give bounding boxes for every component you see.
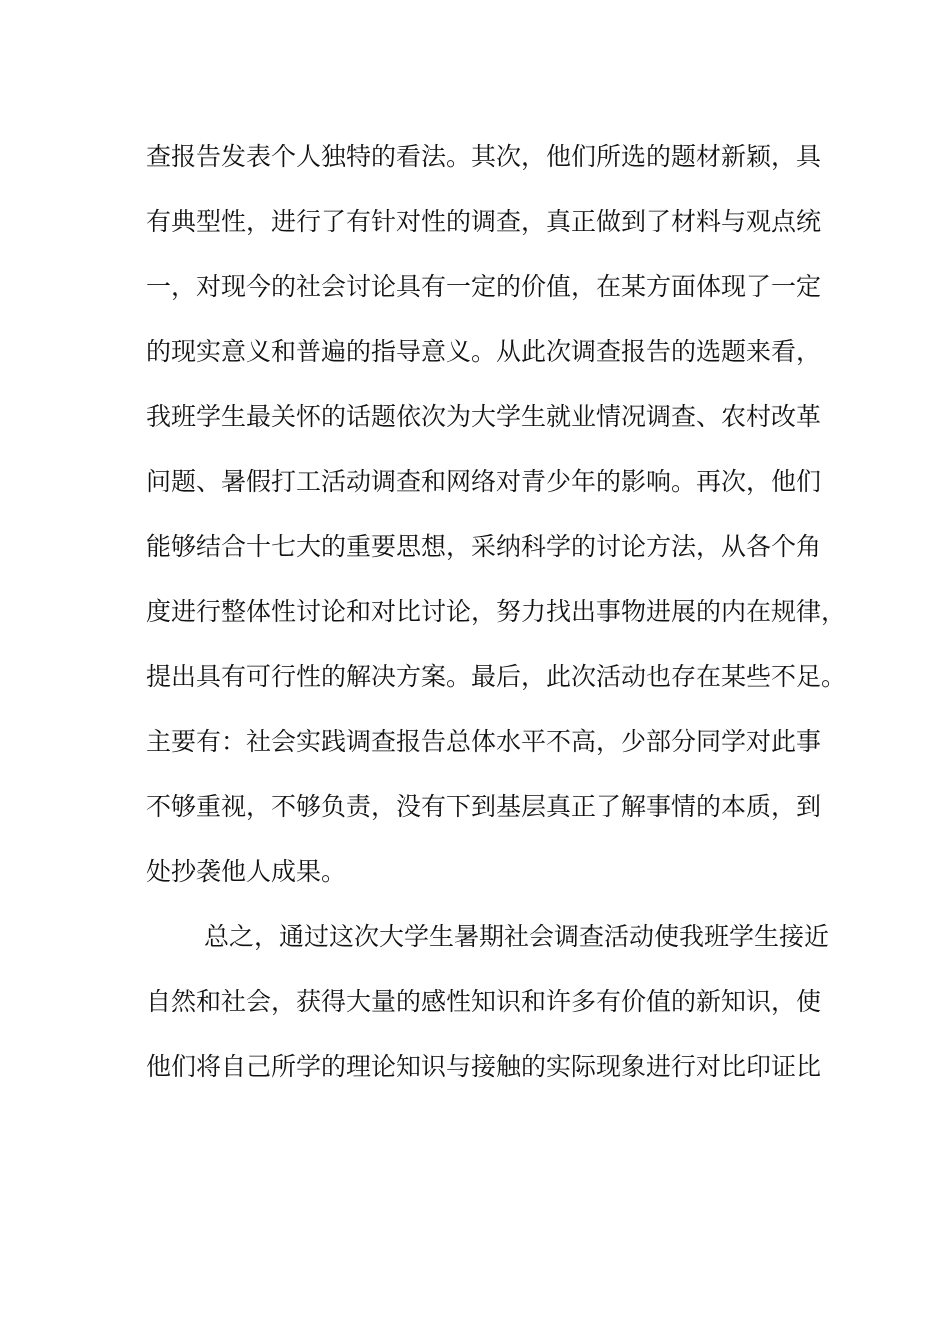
text-line: 他们将自己所学的理论知识与接触的实际现象进行对比印证比 (146, 1052, 822, 1081)
text-line: 问题、暑假打工活动调查和网络对青少年的影响。再次，他们 (146, 467, 822, 496)
text-line: 处抄袭他人成果。 (146, 857, 347, 886)
text-line: 查报告发表个人独特的看法。其次，他们所选的题材新颖，具 (146, 142, 822, 171)
document-body (146, 124, 847, 1099)
text-line: 的现实意义和普遍的指导意义。从此次调查报告的选题来看， (146, 337, 822, 366)
paragraph-1 (146, 124, 847, 904)
text-line: 自然和社会，获得大量的感性知识和许多有价值的新知识，使 (146, 987, 822, 1016)
text-line: 总之，通过这次大学生暑期社会调查活动使我班学生接近 (204, 922, 830, 951)
text-line: 提出具有可行性的解决方案。最后，此次活动也存在某些不足。 (146, 662, 847, 691)
text-line: 能够结合十七大的重要思想，采纳科学的讨论方法，从各个角 (146, 532, 822, 561)
text-line: 有典型性，进行了有针对性的调查，真正做到了材料与观点统 (146, 207, 822, 236)
text-line: 一，对现今的社会讨论具有一定的价值，在某方面体现了一定 (146, 272, 822, 301)
paragraph-2 (146, 904, 830, 1099)
text-line: 度进行整体性讨论和对比讨论，努力找出事物进展的内在规律， (146, 597, 847, 626)
text-line: 不够重视，不够负责，没有下到基层真正了解事情的本质，到 (146, 792, 822, 821)
text-line: 主要有：社会实践调查报告总体水平不高，少部分同学对此事 (146, 727, 822, 756)
text-line: 我班学生最关怀的话题依次为大学生就业情况调查、农村改革 (146, 402, 822, 431)
